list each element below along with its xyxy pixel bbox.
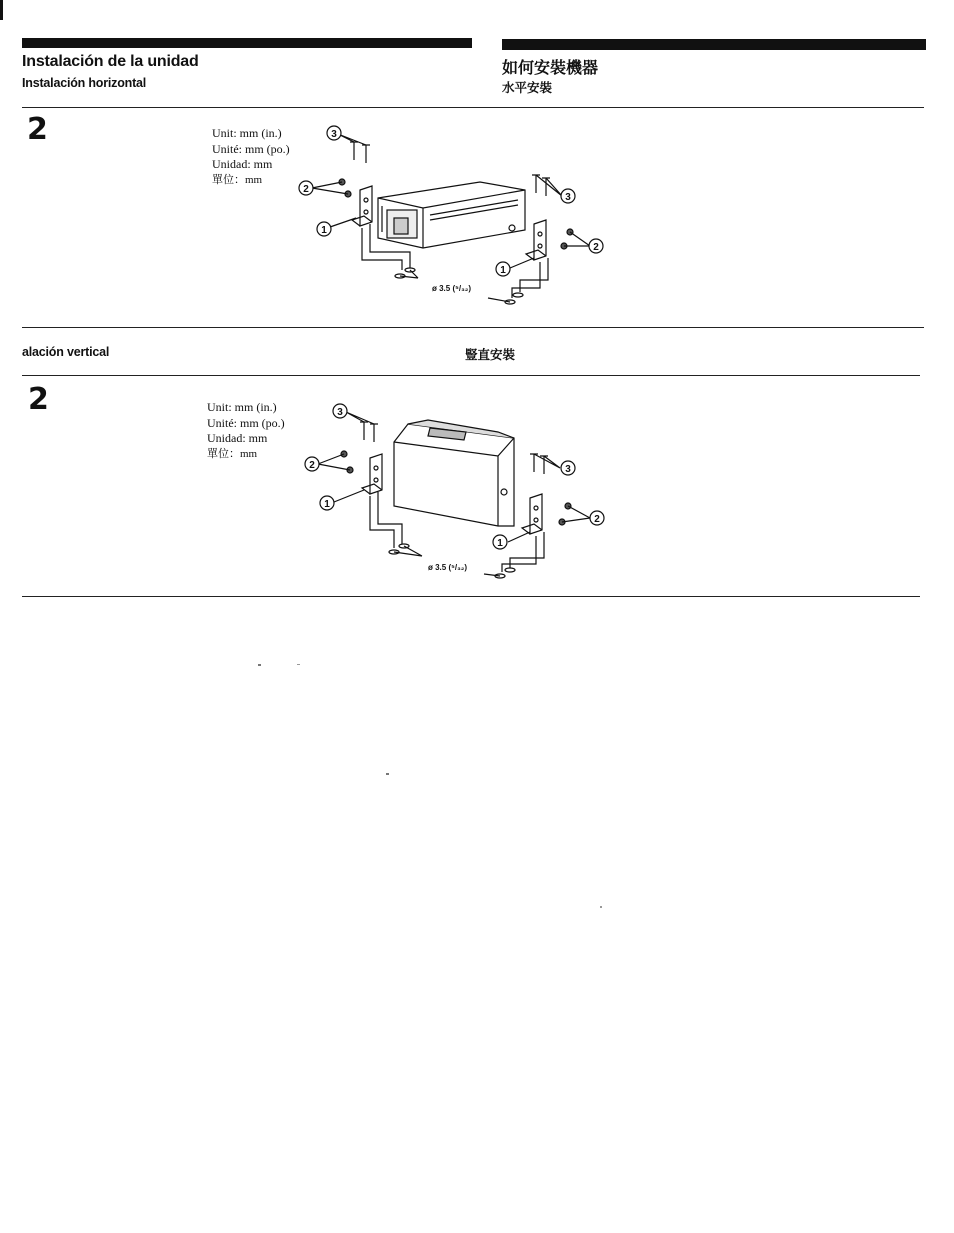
callout-3-left: 3 <box>337 407 343 418</box>
header-bar-right <box>502 39 926 50</box>
section-subtitle-es: Instalación horizontal <box>22 76 147 90</box>
scan-speck <box>386 773 389 775</box>
scan-speck <box>297 664 300 665</box>
edge-mark <box>0 0 3 20</box>
section-subtitle-zh: 水平安裝 <box>502 80 553 95</box>
unit-line-fr: Unité: mm (po.) <box>212 141 290 156</box>
unit-line-en: Unit: mm (in.) <box>212 126 282 140</box>
unit-line-zh: 單位：mm <box>207 447 258 460</box>
unit-line-zh: 單位：mm <box>212 173 263 186</box>
divider-bottom <box>22 596 920 597</box>
section-title-zh: 如何安裝機器 <box>502 58 599 77</box>
hole-diameter-label: ø 3.5 (⁵/₃₂) <box>428 563 468 572</box>
callout-2-right: 2 <box>594 514 600 525</box>
callout-3-right: 3 <box>565 192 571 203</box>
vertical-installation-diagram <box>298 398 614 588</box>
callout-2-right: 2 <box>593 242 599 253</box>
vertical-label-zh: 豎直安裝 <box>465 347 516 362</box>
unit-line-en: Unit: mm (in.) <box>207 400 277 414</box>
unit-line-fr: Unité: mm (po.) <box>207 415 285 430</box>
callout-1-left: 1 <box>321 225 327 236</box>
vertical-label-es: alación vertical <box>22 345 110 359</box>
section-title-es: Instalación de la unidad <box>22 53 199 70</box>
callout-1-right: 1 <box>500 265 506 276</box>
callout-3-right: 3 <box>565 464 571 475</box>
scan-speck <box>600 906 602 908</box>
hole-diameter-label: ø 3.5 (⁵/₃₂) <box>432 284 472 293</box>
callout-3-left: 3 <box>331 129 337 140</box>
unit-legend-horizontal <box>212 126 290 188</box>
divider-mid <box>22 327 924 328</box>
callout-1-left: 1 <box>324 499 330 510</box>
scan-speck <box>258 664 261 666</box>
callout-2-left: 2 <box>309 460 315 471</box>
step-number-horizontal: 2 <box>27 112 48 147</box>
callout-2-left: 2 <box>303 184 309 195</box>
unit-line-es: Unidad: mm <box>212 157 273 171</box>
unit-line-es: Unidad: mm <box>207 431 268 445</box>
unit-legend-vertical <box>207 400 285 462</box>
horizontal-installation-diagram <box>290 120 620 315</box>
header-bar-left <box>22 38 472 48</box>
callout-1-right: 1 <box>497 538 503 549</box>
step-number-vertical: 2 <box>28 382 49 417</box>
divider-vertical-top <box>22 375 920 376</box>
divider-top <box>22 107 924 108</box>
